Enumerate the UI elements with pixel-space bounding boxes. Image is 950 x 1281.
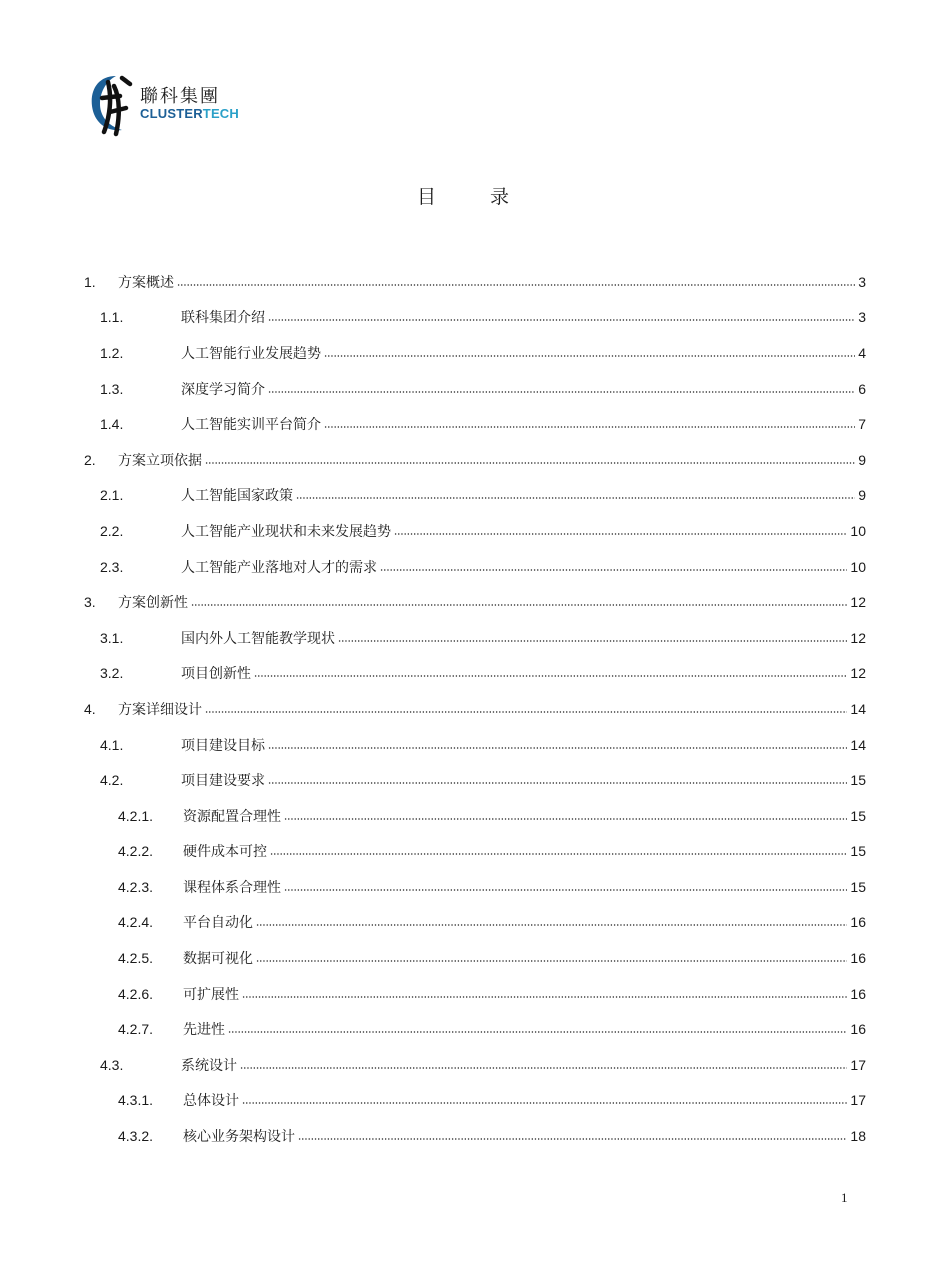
toc-entry-number: 4.2.1. [118,807,154,824]
toc-entry-page: 3 [858,273,866,290]
toc-entry-page: 10 [850,558,866,575]
dot-leader [240,1067,847,1069]
toc-entry[interactable] [84,300,866,336]
dot-leader [380,569,847,571]
toc-entry-page: 17 [850,1056,866,1073]
toc-entry-number: 4.3.1. [118,1092,154,1109]
toc-entry-page: 12 [850,594,866,611]
toc-entry[interactable] [84,762,866,798]
toc-title: 目 录 [416,186,534,208]
toc-entry-page: 12 [850,665,866,682]
logo-emblem-icon [86,68,138,138]
toc-entry-page: 3 [858,309,866,326]
toc-entry-number: 4.3. [100,1056,124,1073]
toc-entry-page: 14 [850,700,866,717]
toc-entry-number: 4.1. [100,736,124,753]
toc-entry-page: 14 [850,736,866,753]
toc-entry[interactable] [84,869,866,905]
toc-entry-number: 4.3.2. [118,1128,154,1145]
dot-leader [270,853,847,855]
toc-entry-title: 联科集团介绍 [181,310,265,327]
toc-entry-title: 深度学习简介 [181,381,265,398]
toc-entry-number: 4.2.2. [118,843,154,860]
toc-entry[interactable] [84,406,866,442]
toc-entry[interactable] [84,727,866,763]
logo-english-suffix: TECH [202,106,239,121]
toc-entry-title: 项目建设目标 [181,737,265,754]
toc-entry-page: 15 [850,843,866,860]
table-of-contents [84,264,866,1154]
toc-entry-title: 可扩展性 [183,986,239,1003]
toc-entry[interactable] [84,1083,866,1119]
toc-entry[interactable] [84,1047,866,1083]
toc-entry-number: 4.2.4. [118,914,154,931]
toc-entry[interactable] [84,656,866,692]
toc-entry-page: 4 [858,344,866,361]
dot-leader [296,497,855,499]
toc-entry-title: 先进性 [183,1022,225,1039]
toc-entry[interactable] [84,442,866,478]
toc-entry[interactable] [84,513,866,549]
toc-entry-page: 16 [850,985,866,1002]
toc-entry-title: 课程体系合理性 [183,879,281,896]
toc-entry-title: 总体设计 [183,1093,239,1110]
toc-entry-number: 4.2. [100,772,124,789]
dot-leader [228,1031,847,1033]
toc-entry-number: 3. [84,594,96,611]
toc-entry-page: 17 [850,1092,866,1109]
dot-leader [268,319,855,321]
toc-entry-page: 18 [850,1128,866,1145]
toc-entry-number: 2.2. [100,522,124,539]
toc-entry-number: 1. [84,273,96,290]
toc-entry-number: 3.2. [100,665,124,682]
toc-entry-number: 2. [84,451,96,468]
toc-entry-page: 16 [850,914,866,931]
toc-entry-number: 4.2.7. [118,1021,154,1038]
toc-entry[interactable] [84,1011,866,1047]
toc-entry-page: 9 [858,451,866,468]
toc-entry-page: 16 [850,1021,866,1038]
dot-leader [256,960,847,962]
toc-entry[interactable] [84,834,866,870]
toc-entry-title: 方案创新性 [118,595,188,612]
toc-entry-title: 国内外人工智能教学现状 [181,630,335,647]
toc-entry-title: 人工智能产业现状和未来发展趋势 [181,523,391,540]
logo-chinese-name: 聯科集團 [140,86,220,107]
toc-entry[interactable] [84,798,866,834]
toc-entry-number: 1.1. [100,309,124,326]
toc-entry-title: 项目创新性 [181,666,251,683]
dot-leader [205,462,855,464]
toc-entry-page: 15 [850,807,866,824]
dot-leader [324,355,855,357]
dot-leader [242,996,847,998]
toc-entry-number: 2.1. [100,487,124,504]
toc-entry[interactable] [84,940,866,976]
toc-entry[interactable] [84,264,866,300]
company-logo [86,68,246,138]
dot-leader [268,391,855,393]
toc-entry-number: 4. [84,700,96,717]
toc-entry-page: 16 [850,950,866,967]
toc-entry-page: 15 [850,878,866,895]
toc-entry-title: 方案详细设计 [118,701,202,718]
dot-leader [268,782,847,784]
toc-entry-title: 方案概述 [118,274,174,291]
dot-leader [191,604,847,606]
toc-entry-title: 人工智能行业发展趋势 [181,345,321,362]
toc-entry-title: 数据可视化 [183,951,253,968]
toc-entry-page: 6 [858,380,866,397]
toc-entry-page: 15 [850,772,866,789]
dot-leader [256,924,847,926]
dot-leader [284,818,847,820]
toc-entry-number: 4.2.5. [118,950,154,967]
toc-entry-title: 核心业务架构设计 [183,1129,295,1146]
page-number: 1 [841,1190,848,1205]
dot-leader [298,1138,847,1140]
toc-entry-number: 1.3. [100,380,124,397]
toc-entry[interactable] [84,584,866,620]
dot-leader [268,747,847,749]
toc-entry-title: 系统设计 [181,1057,237,1074]
toc-entry-number: 4.2.3. [118,878,154,895]
toc-entry-number: 1.4. [100,416,124,433]
toc-entry[interactable] [84,691,866,727]
toc-entry-number: 4.2.6. [118,985,154,1002]
toc-entry-page: 12 [850,629,866,646]
toc-entry-title: 平台自动化 [183,915,253,932]
toc-entry[interactable] [84,549,866,585]
toc-entry-title: 硬件成本可控 [183,844,267,861]
toc-entry-number: 3.1. [100,629,124,646]
toc-entry[interactable] [84,371,866,407]
toc-entry[interactable] [84,1118,866,1154]
dot-leader [338,640,847,642]
toc-entry[interactable] [84,620,866,656]
toc-entry-page: 7 [858,416,866,433]
dot-leader [324,426,855,428]
toc-entry-title: 人工智能国家政策 [181,488,293,505]
dot-leader [242,1102,847,1104]
toc-entry-title: 项目建设要求 [181,773,265,790]
dot-leader [284,889,847,891]
dot-leader [177,284,855,286]
toc-entry-number: 1.2. [100,344,124,361]
toc-entry-title: 方案立项依据 [118,452,202,469]
toc-entry[interactable] [84,976,866,1012]
toc-entry[interactable] [84,905,866,941]
dot-leader [205,711,847,713]
toc-entry-title: 人工智能产业落地对人才的需求 [181,559,377,576]
dot-leader [394,533,847,535]
logo-english-prefix: CLUSTER [140,106,203,121]
toc-entry-title: 人工智能实训平台简介 [181,417,321,434]
toc-entry-number: 2.3. [100,558,124,575]
logo-english-name [140,106,239,121]
toc-entry[interactable] [84,478,866,514]
toc-entry-page: 9 [858,487,866,504]
toc-entry-page: 10 [850,522,866,539]
toc-entry[interactable] [84,335,866,371]
dot-leader [254,675,847,677]
toc-entry-title: 资源配置合理性 [183,808,281,825]
